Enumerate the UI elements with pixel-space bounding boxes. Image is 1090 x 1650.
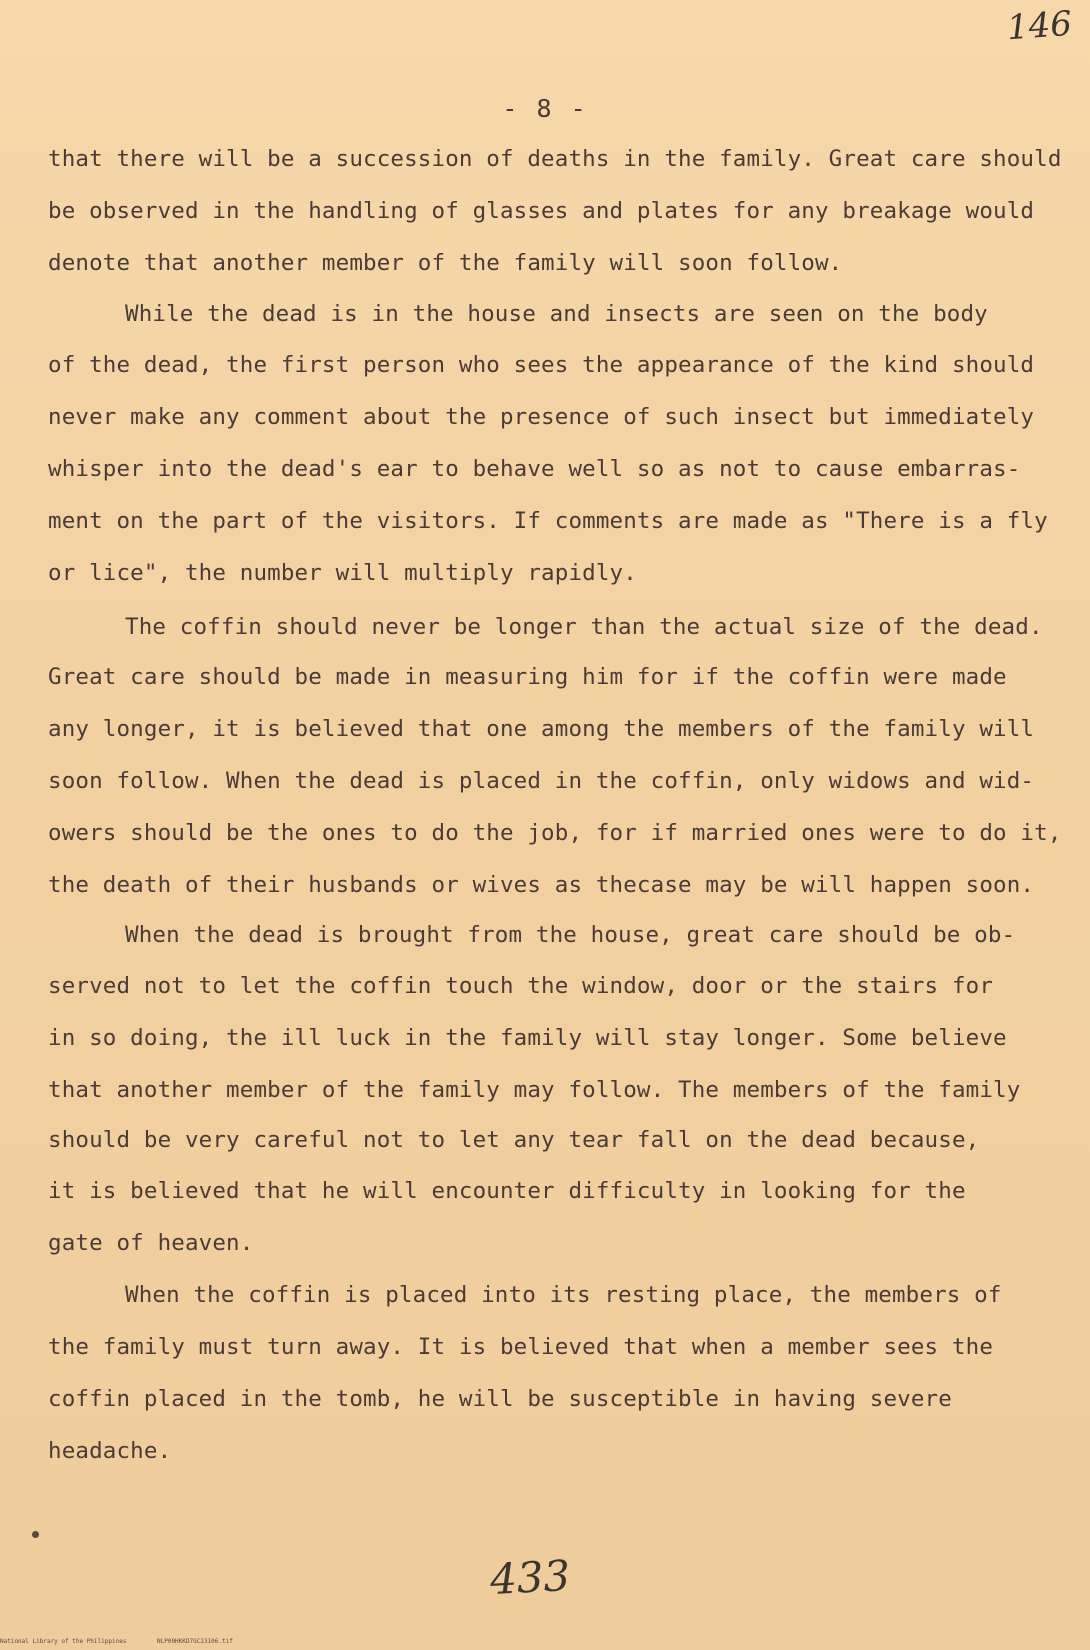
text-line: in so doing, the ill luck in the family will stay longer. Some believe	[48, 1025, 1007, 1051]
ink-dot	[32, 1531, 39, 1538]
text-line: coffin placed in the tomb, he will be susceptible in having severe	[48, 1386, 952, 1412]
text-line: should be very careful not to let any tear fall on the dead because,	[48, 1127, 980, 1153]
handwritten-folio-number: 146	[1005, 3, 1074, 49]
text-line: ment on the part of the visitors. If comments are made as "There is a fly	[48, 508, 1048, 534]
text-line: of the dead, the first person who sees the appearance of the kind should	[48, 352, 1035, 378]
text-line: served not to let the coffin touch the window, door or the stairs for	[48, 973, 994, 999]
text-line: whisper into the dead's ear to behave well so as not to cause embarras-	[48, 456, 1021, 482]
text-line: soon follow. When the dead is placed in the coffin, only widows and wid-	[48, 768, 1035, 794]
text-line: owers should be the ones to do the job, for if married ones were to do it,	[48, 820, 1062, 846]
paragraph-first-line: When the dead is brought from the house, great care should be ob-	[125, 922, 1016, 948]
text-line: gate of heaven.	[48, 1230, 254, 1256]
handwritten-archive-number: 433	[488, 1550, 572, 1605]
text-line: never make any comment about the presence of such insect but immediately	[48, 404, 1035, 430]
text-line: any longer, it is believed that one among the members of the family will	[48, 716, 1035, 742]
text-line: be observed in the handling of glasses and plates for any breakage would	[48, 198, 1035, 224]
text-line: or lice", the number will multiply rapidly.	[48, 560, 637, 586]
text-line: it is believed that he will encounter difficulty in looking for the	[48, 1178, 966, 1204]
text-line: that another member of the family may follow. The members of the family	[48, 1077, 1021, 1103]
text-line: headache.	[48, 1438, 172, 1464]
text-line: the death of their husbands or wives as thecase may be will happen soon.	[48, 872, 1035, 898]
text-line: denote that another member of the family will soon follow.	[48, 250, 843, 276]
paragraph-first-line: The coffin should never be longer than the actual size of the dead.	[125, 614, 1043, 640]
paragraph-first-line: When the coffin is placed into its resting place, the members of	[125, 1282, 1002, 1308]
text-line: the family must turn away. It is believed that when a member sees the	[48, 1334, 994, 1360]
archive-filename: NLP00HKKD7GC23106.tif	[157, 1638, 233, 1645]
text-line: Great care should be made in measuring him for if the coffin were made	[48, 664, 1007, 690]
archive-credit: National Library of the Philippines	[0, 1638, 127, 1645]
paragraph-first-line: While the dead is in the house and insects are seen on the body	[125, 301, 988, 327]
text-line: that there will be a succession of deaths in the family. Great care should	[48, 146, 1062, 172]
page-number: - 8 -	[502, 94, 588, 123]
